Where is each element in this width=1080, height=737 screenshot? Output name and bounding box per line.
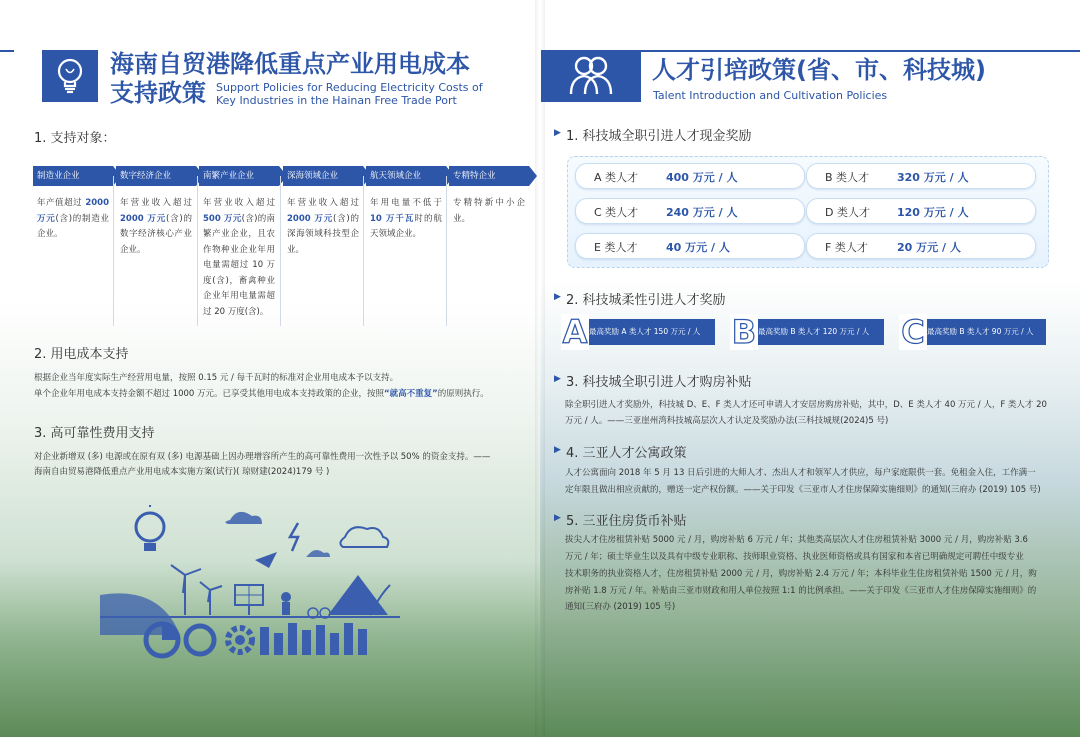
left-title-line1: 海南自贸港降低重点产业用电成本 bbox=[110, 50, 470, 78]
divider bbox=[197, 176, 198, 326]
paragraph: 万元 / 人。——三亚崖州湾科技城高层次人才认定及奖励办法(三科技城规(2024)5 号) bbox=[565, 416, 889, 426]
right-title: 人才引培政策(省、市、科技城) bbox=[652, 56, 986, 84]
paragraph: 根据企业当年度实际生产经营用电量，按照 0.15 元 / 每千瓦时的标准对企业用电成本予以支持。 bbox=[34, 373, 399, 383]
header-accent-left bbox=[0, 50, 14, 52]
people-icon bbox=[541, 50, 641, 102]
target-tag: 专精特企业 bbox=[449, 166, 529, 186]
section-heading: 2. 用电成本支持 bbox=[34, 347, 129, 362]
right-subtitle: Talent Introduction and Cultivation Policies bbox=[653, 89, 888, 102]
section-heading: ▶ 1. 科技城全职引进人才现金奖励 bbox=[554, 128, 752, 144]
page-fold bbox=[535, 0, 545, 737]
paragraph: 万元 / 年；硕士毕业生以及具有中级专业职称、技师职业资格、执业医师资格或具有国家和本省已明确规定可聘任中级专业 bbox=[565, 552, 1024, 562]
paragraph: 对企业新增双 (多) 电源或在原有双 (多) 电源基础上因办理增容所产生的高可靠性费用一次性予以 50% 的资金支持。—— bbox=[34, 452, 491, 462]
target-desc: 年营业收入超过 2000 万元(含)的深海领域科技型企业。 bbox=[287, 198, 359, 255]
lightbulb-icon bbox=[42, 50, 98, 102]
paragraph: 通知(三府办 (2019) 105 号) bbox=[565, 602, 676, 612]
left-title-line2: 支持政策 bbox=[110, 79, 206, 107]
right-page-background bbox=[540, 0, 1080, 737]
left-subtitle-line1: Support Policies for Reducing Electricity Costs of bbox=[216, 81, 483, 94]
section-heading: ▶ 4. 三亚人才公寓政策 bbox=[554, 445, 687, 461]
paragraph: 拔尖人才住房租赁补贴 5000 元 / 月，购房补贴 6 万元 / 年；其他类高层次人才住房租赁补贴 3000 元 / 月，购房补贴 3.6 bbox=[565, 535, 1028, 545]
target-desc: 年营业收入超过 2000 万元(含)的数字经济核心产业企业。 bbox=[120, 198, 192, 255]
target-card bbox=[283, 166, 363, 258]
divider bbox=[363, 176, 364, 326]
target-card bbox=[116, 166, 196, 258]
target-desc: 年营业收入超过 500 万元(含)的南繁产业企业，且农作物种业企业年用电量需超过 10 万度(含)，畜禽种业企业年用电量需超过 20 万度(含)。 bbox=[203, 198, 276, 317]
section-heading: 3. 高可靠性费用支持 bbox=[34, 426, 155, 441]
flex-award-card: C 最高奖励 B 类人才 90 万元 / 人 bbox=[903, 319, 1046, 345]
target-tag: 制造业企业 bbox=[33, 166, 113, 186]
paragraph: 房补贴 1.8 万元 / 年。补贴由三亚市财政和用人单位按照 1:1 的比例承担。——关于印发《三亚市人才住房保障实施细则》的 bbox=[565, 586, 1037, 596]
target-tag: 南繁产业企业 bbox=[199, 166, 279, 186]
target-card bbox=[449, 166, 529, 227]
target-desc: 专精特新中小企业。 bbox=[453, 198, 525, 224]
award-pill: A 类人才 400 万元 / 人 bbox=[575, 163, 805, 189]
target-desc: 年用电量不低于 10 万千瓦时的航天领域企业。 bbox=[370, 198, 442, 239]
target-card bbox=[199, 166, 279, 320]
paragraph: 定年限且做出相应贡献的，赠送一定产权份额。——关于印发《三亚市人才住房保障实施细则》的通知(三府办 (2019) 105 号) bbox=[565, 485, 1041, 495]
section-heading: ▶ 3. 科技城全职引进人才购房补贴 bbox=[554, 374, 752, 390]
paragraph: 除全职引进人才奖励外，科技城 D、E、F 类人才还可申请人才安居房购房补贴，其中，D、E 类人才 40 万元 / 人，F 类人才 20 bbox=[565, 400, 1047, 410]
award-pill: F 类人才 20 万元 / 人 bbox=[806, 233, 1036, 259]
flex-award-card: A 最高奖励 A 类人才 150 万元 / 人 bbox=[565, 319, 715, 345]
award-pill: C 类人才 240 万元 / 人 bbox=[575, 198, 805, 224]
header-accent-right bbox=[641, 50, 1080, 52]
award-pill: D 类人才 120 万元 / 人 bbox=[806, 198, 1036, 224]
target-tag: 数字经济企业 bbox=[116, 166, 196, 186]
award-pill: E 类人才 40 万元 / 人 bbox=[575, 233, 805, 259]
target-tag: 深海领域企业 bbox=[283, 166, 363, 186]
paragraph: 人才公寓面向 2018 年 5 月 13 日后引进的大师人才、杰出人才和领军人才供应，每户家庭限供一套。免租金入住，工作满一 bbox=[565, 468, 1036, 478]
paragraph: 技术职务的执业资格人才，住房租赁补贴 2000 元 / 月，购房补贴 2.4 万元 / 年；本科毕业生住房租赁补贴 1500 元 / 月，购 bbox=[565, 569, 1037, 579]
section-heading: ▶ 5. 三亚住房货币补贴 bbox=[554, 513, 687, 529]
target-desc: 年产值超过 2000 万元(含)的制造业企业。 bbox=[37, 198, 109, 239]
left-subtitle-line2: Key Industries in the Hainan Free Trade Port bbox=[216, 94, 457, 107]
divider bbox=[113, 176, 114, 326]
paragraph: 海南自由贸易港降低重点产业用电成本实施方案(试行)( 琼财建(2024)179 号 ) bbox=[34, 467, 330, 477]
target-card bbox=[366, 166, 446, 243]
target-card bbox=[33, 166, 113, 243]
award-pill: B 类人才 320 万元 / 人 bbox=[806, 163, 1036, 189]
energy-illustration bbox=[100, 505, 420, 670]
divider bbox=[280, 176, 281, 326]
flex-award-card: B 最高奖励 B 类人才 120 万元 / 人 bbox=[734, 319, 884, 345]
paragraph: 单个企业年用电成本支持金额不超过 1000 万元。已享受其他用电成本支持政策的企业，按照“就高不重复”的原则执行。 bbox=[34, 389, 489, 399]
section-heading: ▶ 2. 科技城柔性引进人才奖励 bbox=[554, 292, 726, 308]
divider bbox=[446, 176, 447, 326]
section-heading: 1. 支持对象： bbox=[34, 131, 116, 146]
target-tag: 航天领域企业 bbox=[366, 166, 446, 186]
